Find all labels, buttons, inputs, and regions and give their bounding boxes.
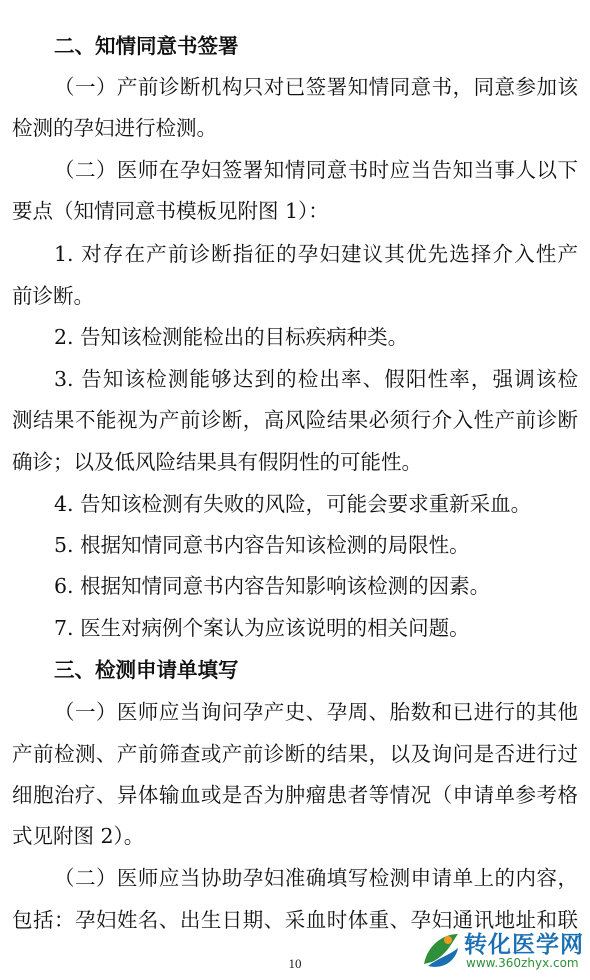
section-heading: 二、知情同意书签署 (54, 34, 239, 58)
page-number: 10 (288, 956, 302, 971)
list-item-line: 4. 告知该检测有失败的风险，可能会要求重新采血。 (54, 492, 532, 516)
list-item-line: 3. 告知该检测能够达到的检出率、假阳性率，强调该检 (54, 367, 578, 391)
section-heading: 三、检测申请单填写 (54, 658, 239, 682)
list-item-line: 6. 根据知情同意书内容告知影响该检测的因素。 (54, 574, 491, 598)
list-item-line: 前诊断。 (12, 284, 94, 308)
list-item-line: 1. 对存在产前诊断指征的孕妇建议其优先选择介入性产 (54, 242, 578, 266)
paragraph-line: （二）医师在孕妇签署知情同意书时应当告知当事人以下 (54, 158, 578, 182)
watermark-url: www.360zhyx.com (466, 956, 579, 970)
paragraph-line: 检测的孕妇进行检测。 (12, 116, 217, 140)
paragraph-line: 要点（知情同意书模板见附图 1）： (12, 199, 329, 223)
watermark-logo (418, 926, 586, 978)
paragraph-line: （一）医师应当询问孕产史、孕周、胎数和已进行的其他 (54, 700, 578, 724)
paragraph-line: （一）产前诊断机构只对已签署知情同意书，同意参加该 (54, 75, 578, 99)
list-item-line: 2. 告知该检测能检出的目标疾病种类。 (54, 325, 409, 349)
leaf-swirl-logo-icon (418, 928, 462, 972)
paragraph-line: 产前检测、产前筛查或产前诊断的结果，以及询问是否进行过 (12, 742, 578, 766)
paragraph-line: 式见附图 2）。 (12, 824, 145, 848)
paragraph-line: 细胞治疗、异体输血或是否为肿瘤患者等情况（申请单参考格 (12, 783, 578, 807)
paragraph-line: 包括：孕妇姓名、出生日期、采血时体重、孕妇通讯地址和联 (12, 908, 578, 932)
list-item-line: 5. 根据知情同意书内容告知该检测的局限性。 (54, 533, 470, 557)
list-item-line: 测结果不能视为产前诊断，高风险结果必须行介入性产前诊断 (12, 408, 578, 432)
list-item-line: 确诊；以及低风险结果具有假阴性的可能性。 (12, 450, 422, 474)
list-item-line: 7. 医生对病例个案认为应该说明的相关问题。 (54, 616, 470, 640)
paragraph-line: （二）医师应当协助孕妇准确填写检测申请单上的内容， (54, 866, 578, 890)
watermark-name: 转化医学网 (464, 932, 584, 958)
